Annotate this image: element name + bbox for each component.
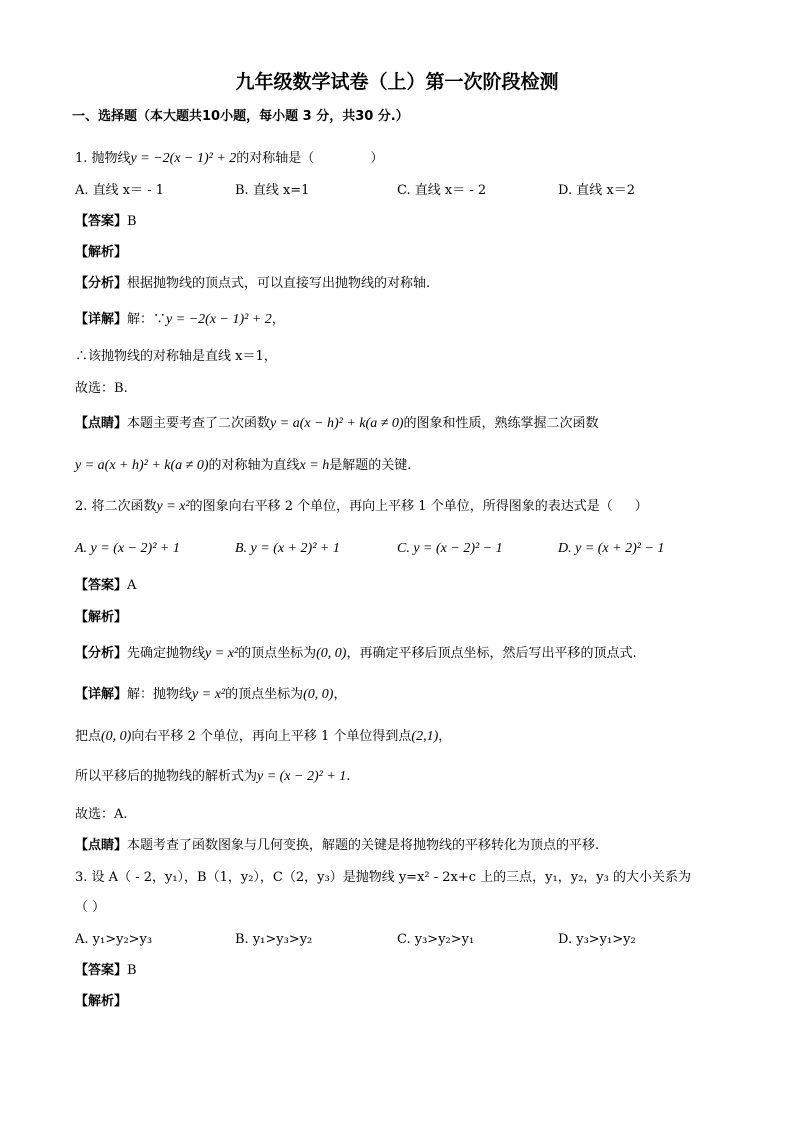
q3-answer: 【答案】B <box>75 963 137 978</box>
q1-comment-line2: y = a(x + h)² + k(a ≠ 0)的对称轴为直线x = h是解题的关键. <box>75 458 412 473</box>
q3-option-a: A. y₁>y₂>y₃ <box>75 932 153 947</box>
q2-analysis-label: 【解析】 <box>75 610 128 625</box>
q2-option-b: B. y = (x + 2)² + 1 <box>235 541 340 556</box>
q1-detail-line2: ∴该抛物线的对称轴是直线 x＝1， <box>75 349 277 364</box>
q2-detail-line2: 把点(0, 0)向右平移 2 个单位，再向上平移 1 个单位得到点(2,1)， <box>75 729 452 744</box>
q1-fenxi: 【分析】根据抛物线的顶点式，可以直接写出抛物线的对称轴. <box>75 276 431 291</box>
q1-option-a: A. 直线 x＝ - 1 <box>75 183 165 198</box>
q2-option-a: A. y = (x − 2)² + 1 <box>75 541 180 556</box>
q1-option-d: D. 直线 x＝2 <box>558 183 635 198</box>
q2-stem: 2. 将二次函数y = x²的图象向右平移 2 个单位，再向上平移 1 个单位，所得图象的表达式是（ ） <box>75 499 648 514</box>
section-heading-choice: 一、选择题（本大题共10小题，每小题 3 分，共30 分.） <box>72 109 409 124</box>
q3-option-d: D. y₃>y₁>y₂ <box>558 932 636 947</box>
q3-stem: 3. 设 A（ - 2，y₁），B（1，y₂），C（2，y₃）是抛物线 y=x² - 2x+c 上的三点，y₁，y₂，y₃ 的大小关系为 <box>75 870 691 885</box>
q2-detail: 【详解】解：抛物线y = x²的顶点坐标为(0, 0)， <box>75 687 347 702</box>
q1-option-c: C. 直线 x＝ - 2 <box>397 183 487 198</box>
q1-comment: 【点睛】本题主要考查了二次函数y = a(x − h)² + k(a ≠ 0)的图象和性质，熟练掌握二次函数 <box>75 416 599 431</box>
q3-paren: （ ） <box>75 900 106 915</box>
q2-option-c: C. y = (x − 2)² − 1 <box>397 541 503 556</box>
q2-comment: 【点睛】本题考查了函数图象与几何变换，解题的关键是将抛物线的平移转化为顶点的平移. <box>75 838 600 853</box>
q1-choose: 故选：B. <box>75 381 128 396</box>
q2-option-d: D. y = (x + 2)² − 1 <box>558 541 665 556</box>
q1-option-b: B. 直线 x=1 <box>235 183 310 198</box>
q2-answer: 【答案】A <box>75 578 137 593</box>
q3-option-c: C. y₃>y₂>y₁ <box>397 932 475 947</box>
q2-detail-line3: 所以平移后的抛物线的解析式为y = (x − 2)² + 1. <box>75 769 351 784</box>
q1-analysis-label: 【解析】 <box>75 245 128 260</box>
q3-option-b: B. y₁>y₃>y₂ <box>235 932 313 947</box>
q2-fenxi: 【分析】先确定抛物线y = x²的顶点坐标为(0, 0)，再确定平移后顶点坐标，然后写出平移的顶点式. <box>75 646 637 661</box>
q1-stem-formula: y = −2(x − 1)² + 2 <box>130 151 237 166</box>
q3-analysis-label: 【解析】 <box>75 994 128 1009</box>
q1-stem: 1. 抛物线y = −2(x − 1)² + 2的对称轴是（ ） <box>75 151 384 166</box>
q1-answer: 【答案】B <box>75 214 137 229</box>
q1-detail: 【详解】解：∵y = −2(x − 1)² + 2， <box>75 312 285 327</box>
page-title: 九年级数学试卷（上）第一次阶段检测 <box>235 71 559 93</box>
q2-choose: 故选：A. <box>75 807 128 822</box>
